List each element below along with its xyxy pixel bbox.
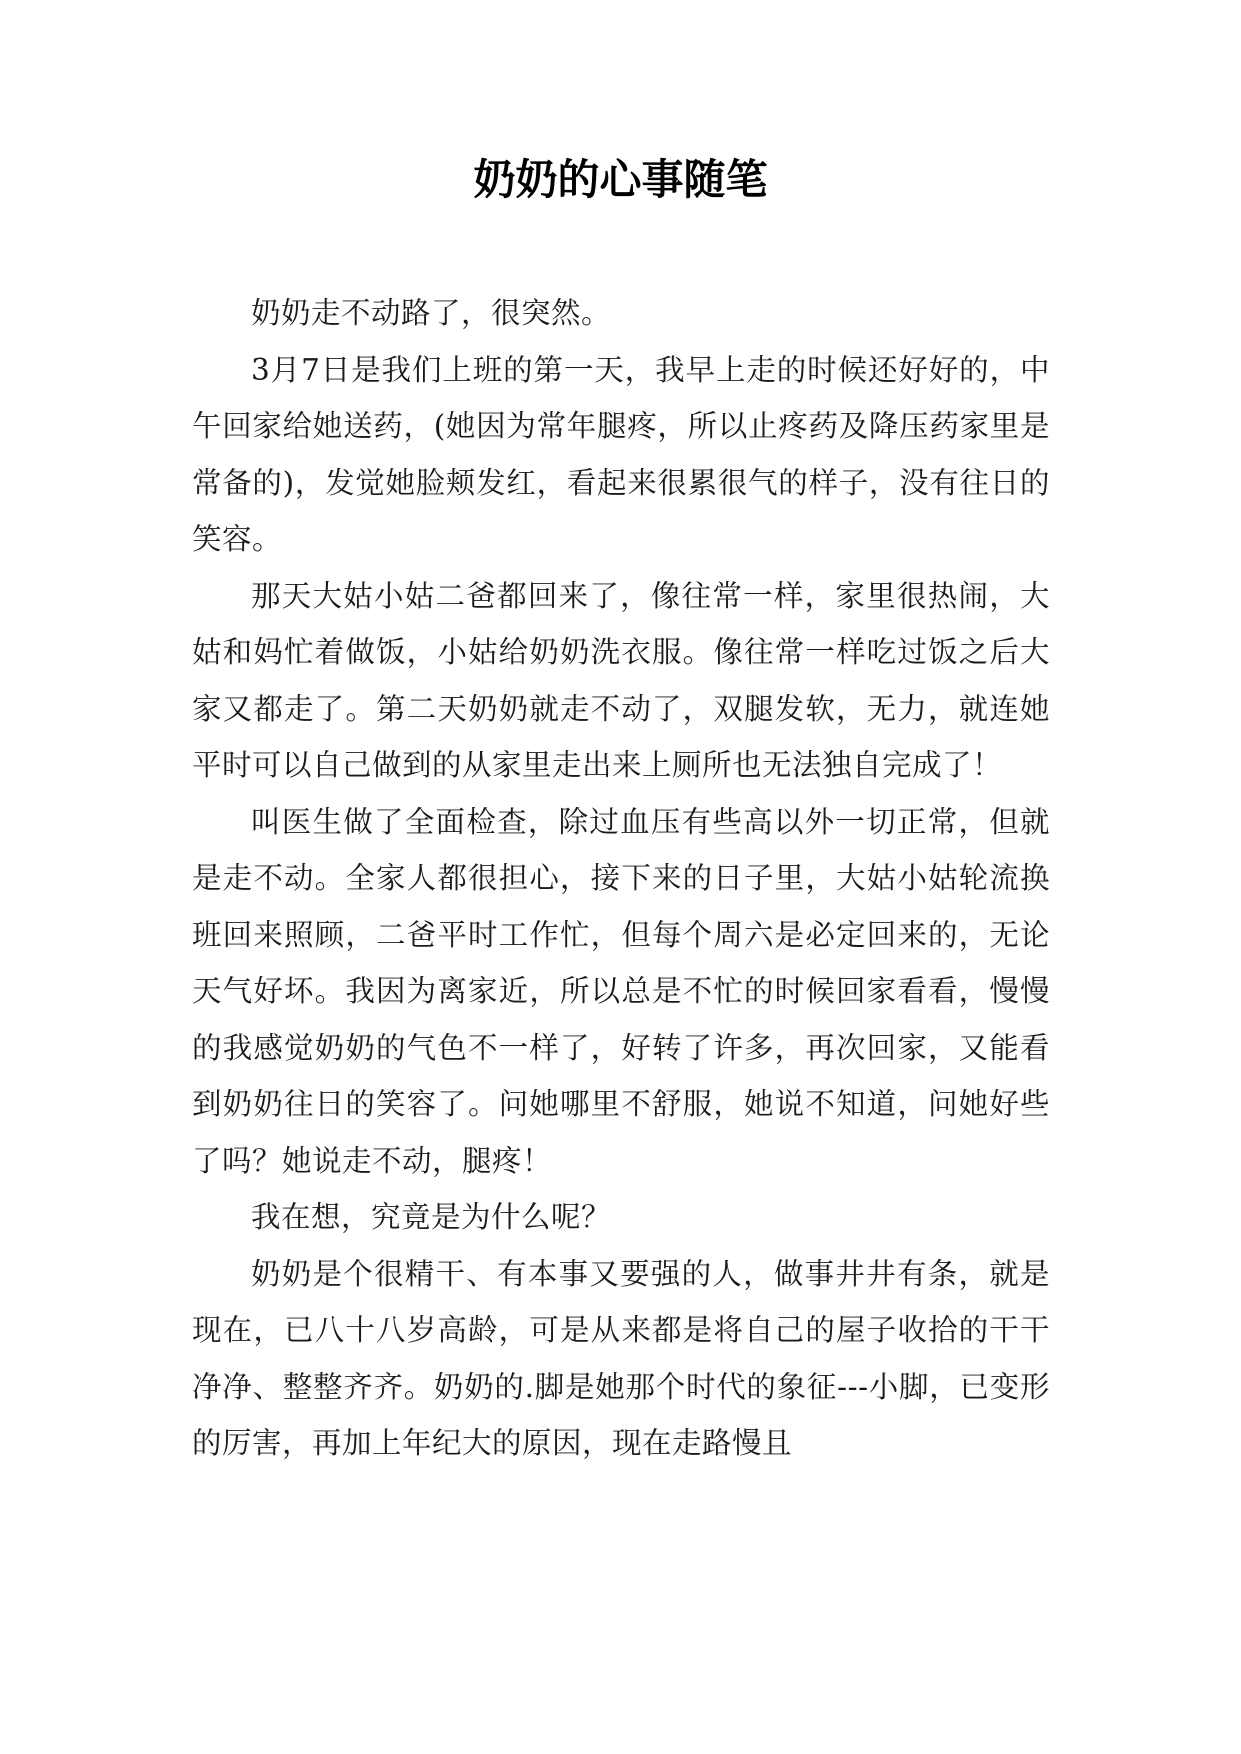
paragraph: 奶奶是个很精干、有本事又要强的人，做事井井有条，就是现在，已八十八岁高龄，可是从来都是将自己的屋子收拾的干干净净、整整齐齐。奶奶的.脚是她那个时代的象征---小脚，已变形的厉害，再加上年纪大的原因，现在走路慢且 [192,1256,1050,1460]
paragraph: 3月7日是我们上班的第一天，我早上走的时候还好好的，中午回家给她送药，(她因为常年腿疼，所以止疼药及降压药家里是常备的)，发觉她脸颊发红，看起来很累很气的样子，没有往日的笑容。 [192,352,1050,556]
paragraph: 叫医生做了全面检查，除过血压有些高以外一切正常，但就是走不动。全家人都很担心，接下来的日子里，大姑小姑轮流换班回来照顾，二爸平时工作忙，但每个周六是必定回来的，无论天气好坏。我因为离家近，所以总是不忙的时候回家看看，慢慢的我感觉奶奶的气色不一样了，好转了许多，再次回家，又能看到奶奶往日的笑容了。问她哪里不舒服，她说不知道，问她好些了吗？她说走不动，腿疼！ [192,804,1050,1178]
paragraph: 奶奶走不动路了，很突然。 [251,296,612,330]
document-body [192,285,1050,1472]
document-title: 奶奶的心事随笔 [473,155,768,204]
paragraph: 我在想，究竟是为什么呢？ [251,1200,612,1234]
paragraph: 那天大姑小姑二爸都回来了，像往常一样，家里很热闹，大姑和妈忙着做饭，小姑给奶奶洗衣服。像往常一样吃过饭之后大家又都走了。第二天奶奶就走不动了，双腿发软，无力，就连她平时可以自己做到的从家里走出来上厕所也无法独自完成了！ [192,578,1050,782]
